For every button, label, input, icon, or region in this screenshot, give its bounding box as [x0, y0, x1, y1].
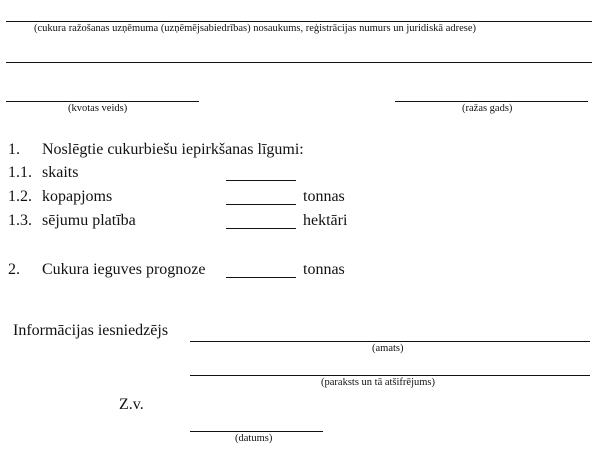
item-1-3-label: sējumu platība: [42, 212, 136, 229]
item-1-1-label: skaits: [42, 164, 79, 181]
year-line[interactable]: [395, 101, 588, 102]
quota-caption: (kvotas veids): [68, 103, 128, 114]
signature-line[interactable]: [190, 375, 590, 376]
item-1-2-number: 1.2.: [8, 188, 32, 205]
item-1-1-number: 1.1.: [8, 164, 32, 181]
section2-number: 2.: [8, 261, 20, 278]
section2-unit: tonnas: [303, 261, 345, 278]
position-caption: (amats): [372, 343, 404, 354]
position-line[interactable]: [190, 341, 590, 342]
item-1-1-field[interactable]: [226, 180, 296, 181]
item-1-2-field[interactable]: [226, 204, 296, 205]
date-line[interactable]: [190, 431, 323, 432]
item-1-3-unit: hektāri: [303, 212, 348, 229]
item-1-2-label: kopapjoms: [42, 188, 113, 205]
company-caption: (cukura ražošanas uzņēmuma (uzņēmējsabiedrības) nosaukums, reģistrācijas numurs un juridiskā adrese): [34, 23, 477, 34]
section1-number: 1.: [8, 141, 20, 158]
item-1-2-unit: tonnas: [303, 188, 345, 205]
section1-title: Noslēgtie cukurbiešu iepirkšanas līgumi:: [42, 141, 304, 158]
company-line[interactable]: [6, 21, 592, 22]
submitter-label: Informācijas iesniedzējs: [13, 322, 169, 339]
year-caption: (ražas gads): [462, 103, 513, 114]
company-line-2[interactable]: [6, 62, 592, 63]
section2-label: Cukura ieguves prognoze: [42, 261, 206, 278]
signature-caption: (paraksts un tā atšifrējums): [321, 377, 436, 388]
quota-line[interactable]: [6, 101, 199, 102]
date-caption: (datums): [235, 433, 273, 444]
section2-field[interactable]: [226, 277, 296, 278]
stamp-label: Z.v.: [119, 396, 144, 413]
item-1-3-field[interactable]: [226, 228, 296, 229]
item-1-3-number: 1.3.: [8, 212, 32, 229]
